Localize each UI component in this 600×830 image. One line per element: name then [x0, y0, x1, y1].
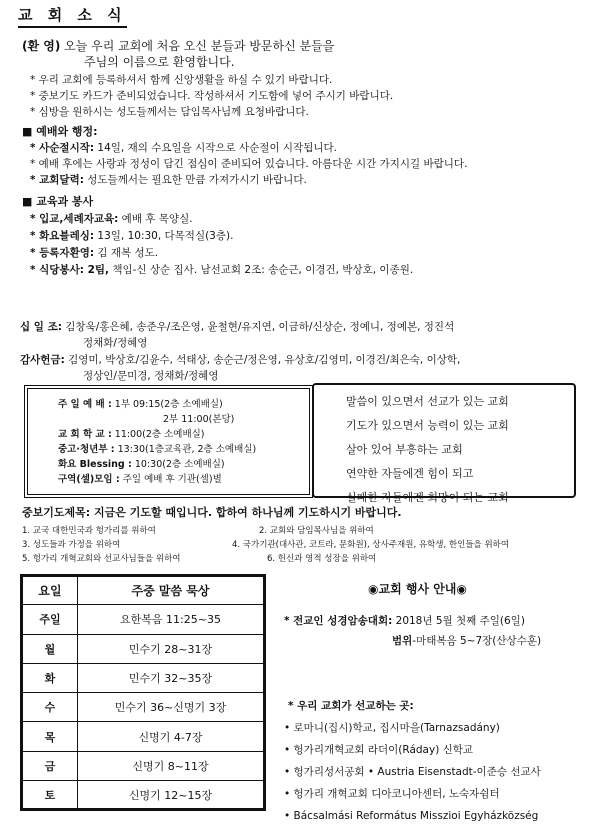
education-item-text: 예배 후 목양실.: [118, 213, 193, 225]
education-items: [30, 211, 413, 279]
prayer-item: 6. 헌신과 영적 성장을 위하여: [267, 554, 377, 564]
worship-heading: ■ 예배와 행정:: [22, 125, 98, 138]
table-row: [22, 605, 265, 634]
schedule-text: 11:00(2층 소예배실): [111, 429, 205, 440]
reading-cell: 신명기 12~15장: [78, 781, 265, 810]
welcome-bullet: * 심방을 원하시는 성도들께서는 담임목사님께 요청바랍니다.: [30, 106, 309, 118]
prayer-emphasis: 지금은 기도할 때입니다. 합하여 하나님께 기도하시기 바랍니다.: [90, 506, 402, 519]
bible-reading-table: [20, 574, 266, 811]
thanks-names-2: 정상인/문미경, 정채화/정혜영: [83, 370, 219, 382]
tithe-label: 십 일 조:: [20, 321, 62, 333]
prayer-item: 4. 국가기관(대사관, 코트라, 문화원), 상사주재원, 유학생, 한인들을 위하여: [232, 540, 510, 550]
event-label: * 전교인 성경암송대회:: [284, 615, 393, 627]
reading-cell: 요한복음 11:25~35: [78, 605, 265, 634]
table-row: [22, 693, 265, 722]
motto-line: 기도가 있으면서 능력이 있는 교회: [346, 419, 509, 432]
welcome-line-2: 주님의 이름으로 환영합니다.: [84, 55, 235, 69]
schedule-label: 구역(셀)모임 :: [58, 474, 120, 485]
table-row: [22, 722, 265, 751]
events-title: ◉교회 행사 안내◉: [368, 582, 467, 596]
welcome-bullets: [30, 72, 393, 120]
schedule-text: 10:30(2층 소예배실): [131, 459, 225, 470]
schedule-label: 주 일 예 배 :: [58, 399, 112, 410]
worship-item-text: 성도들께서는 필요한 만큼 가져가시기 바랍니다.: [83, 174, 307, 186]
schedule-text: 2부 11:00(본당): [163, 414, 235, 425]
welcome-bullet: * 우리 교회에 등록하셔서 함께 신앙생활을 하실 수 있기 바랍니다.: [30, 74, 333, 86]
day-cell: 토: [22, 781, 78, 810]
day-cell: 목: [22, 722, 78, 751]
prayer-item: 5. 헝가리 개혁교회와 선교사님들을 위하여: [22, 554, 181, 564]
thanks-section: [20, 352, 460, 384]
education-item-label: * 입교,세례자교육:: [30, 213, 119, 225]
event-range-text: -마태복음 5~7장(산상수훈): [412, 635, 542, 647]
tithe-names: 김창욱/홍은혜, 송준우/조은영, 윤철현/유지연, 이금하/신상순, 정예니, 정예본, 정진석: [61, 321, 455, 333]
prayer-item: 1. 교국 대한민국과 헝가리를 위하여: [22, 526, 156, 536]
worship-item-label: * 사순절시작:: [30, 142, 95, 154]
table-row: [22, 751, 265, 780]
welcome-line-1: 오늘 우리 교회에 처음 오신 분들과 방문하신 분들을: [60, 39, 335, 53]
schedule-text: 1부 09:15(2층 소예배실): [111, 399, 223, 410]
schedule-text: 13:30(1층교육관, 2층 소예배실): [114, 444, 257, 455]
header-day: 요일: [22, 576, 78, 605]
education-item-text: 13일, 10:30, 다목적실(3층).: [94, 230, 234, 242]
worship-item-label: * 교회달력:: [30, 174, 84, 186]
motto-line: 실패한 자들에겐 희망이 되는 교회: [346, 491, 509, 504]
header-reading: 주중 말씀 묵상: [78, 576, 265, 605]
mission-item: • 헝가리성서공회 • Austria Eisenstadt-이준승 선교사: [284, 766, 541, 778]
reading-cell: 신명기 4-7장: [78, 722, 265, 751]
schedule-label: 교 회 학 교 :: [58, 429, 112, 440]
education-item-label: * 식당봉사: 2팀,: [30, 264, 110, 276]
prayer-label: 중보기도제목:: [22, 506, 91, 519]
page-title: 교 회 소 식: [18, 4, 127, 28]
welcome-section: [22, 38, 334, 70]
event-item: [284, 612, 525, 630]
event-range-label: 범위: [392, 635, 413, 647]
schedule-label: 중고·청년부 :: [58, 444, 115, 455]
missions-heading: [288, 697, 414, 715]
welcome-bullet: * 중보기도 카드가 준비되었습니다. 작성하셔서 기도함에 넣어 주시기 바랍니다.: [30, 90, 394, 102]
event-range: [392, 632, 541, 650]
education-item-text: 김 재복 성도.: [94, 247, 159, 259]
reading-cell: 민수기 32~35장: [78, 663, 265, 692]
mission-item: • 헝가리개혁교회 라더이(Ráday) 신학교: [284, 744, 474, 756]
worship-item-text: * 예배 후에는 사랑과 정성이 담긴 점심이 준비되어 있습니다. 아름다운 시간 가지시길 바랍니다.: [30, 158, 468, 170]
welcome-label: (환 영): [22, 39, 61, 53]
table-row: [22, 663, 265, 692]
day-cell: 화: [22, 663, 78, 692]
reading-cell: 민수기 28~31장: [78, 634, 265, 663]
education-item-label: * 등록자환영:: [30, 247, 95, 259]
mission-item: • 헝가리 개혁교회 디아코니아센터, 노숙자쉼터: [284, 788, 500, 800]
motto-line: 살아 있어 부흥하는 교회: [346, 443, 463, 456]
motto-line: 말씀이 있으면서 선교가 있는 교회: [346, 395, 509, 408]
mission-item: • Bácsalmási Református Misszioi Egyházközség: [284, 810, 539, 822]
motto-line: 연약한 자들에겐 힘이 되고: [346, 467, 474, 480]
education-item-label: * 화요블레싱:: [30, 230, 95, 242]
thanks-names: 김영미, 박상호/김윤수, 석태상, 송순근/정은영, 유상호/김영미, 이경건/최은숙, 이상학,: [64, 354, 461, 366]
reading-cell: 민수기 36~신명기 3장: [78, 693, 265, 722]
reading-cell: 신명기 8~11장: [78, 751, 265, 780]
thanks-label: 감사헌금:: [20, 354, 65, 366]
day-cell: 수: [22, 693, 78, 722]
day-cell: 월: [22, 634, 78, 663]
education-heading: ■ 교육과 봉사: [22, 195, 94, 208]
event-text: 2018년 5월 첫째 주일(6일): [392, 615, 525, 627]
table-header-row: [22, 576, 265, 605]
schedule-label: 화요 Blessing :: [58, 459, 132, 470]
worship-item-text: 14일, 재의 수요일을 시작으로 사순절이 시작됩니다.: [94, 142, 337, 154]
tithe-section: [20, 319, 454, 351]
missions-heading-text: * 우리 교회가 선교하는 곳:: [288, 700, 414, 712]
missions-list: [284, 717, 541, 827]
worship-items: [30, 140, 467, 188]
day-cell: 금: [22, 751, 78, 780]
prayer-item: 2. 교회와 담임목사님을 위하여: [259, 526, 374, 536]
day-cell: 주일: [22, 605, 78, 634]
motto-box: [312, 383, 576, 504]
table-row: [22, 781, 265, 810]
tithe-names-2: 정채화/정혜영: [83, 337, 148, 349]
schedule-text: 주일 예배 후 기관(셀)별: [119, 474, 222, 485]
prayer-title: [22, 505, 402, 521]
table-row: [22, 634, 265, 663]
prayer-item: 3. 성도들과 가정을 위하여: [22, 540, 121, 550]
mission-item: • 로마니(집시)학교, 집시마을(Tarnazsadány): [284, 722, 500, 734]
education-item-text: 책임-신 상순 집사. 남선교회 2조: 송순근, 이경건, 박상호, 이종원.: [109, 264, 414, 276]
worship-schedule-box: [27, 388, 310, 495]
